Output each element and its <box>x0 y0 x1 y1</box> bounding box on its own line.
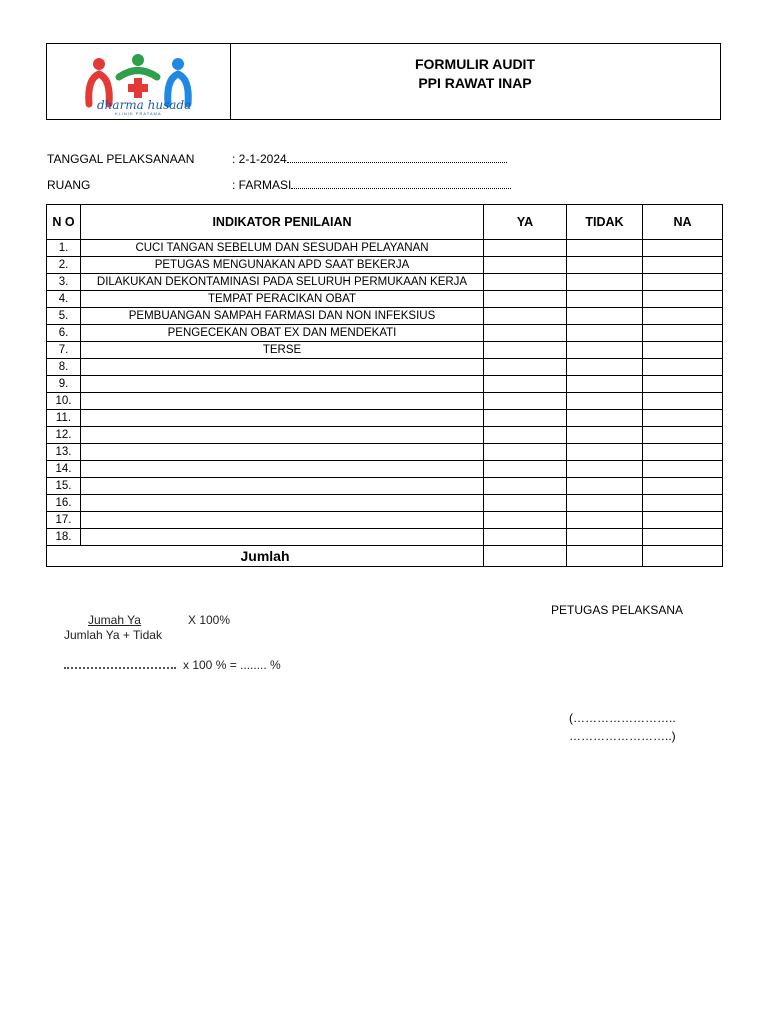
row-ya-cell[interactable] <box>484 478 567 495</box>
formula-blank <box>64 667 176 669</box>
row-indikator: PENGECEKAN OBAT EX DAN MENDEKATI <box>81 325 484 342</box>
row-number: 3. <box>47 274 81 291</box>
row-tidak-cell[interactable] <box>567 342 643 359</box>
row-number: 2. <box>47 257 81 274</box>
row-indikator: CUCI TANGAN SEBELUM DAN SESUDAH PELAYANAN <box>81 240 484 257</box>
logo-sub: KLINIK PRATAMA <box>115 111 162 116</box>
col-no: N O <box>47 205 81 240</box>
row-na-cell[interactable] <box>643 461 723 478</box>
row-ya-cell[interactable] <box>484 308 567 325</box>
table-row <box>47 512 723 529</box>
row-na-cell[interactable] <box>643 393 723 410</box>
row-tidak-cell[interactable] <box>567 478 643 495</box>
row-number: 6. <box>47 325 81 342</box>
row-indikator <box>81 427 484 444</box>
row-ya-cell[interactable] <box>484 342 567 359</box>
table-row <box>47 257 723 274</box>
row-tidak-cell[interactable] <box>567 308 643 325</box>
row-indikator <box>81 393 484 410</box>
table-row <box>47 478 723 495</box>
row-number: 8. <box>47 359 81 376</box>
row-number: 16. <box>47 495 81 512</box>
row-tidak-cell[interactable] <box>567 427 643 444</box>
row-number: 18. <box>47 529 81 546</box>
signature-line-1: (…………………….. <box>569 711 676 725</box>
row-indikator <box>81 478 484 495</box>
row-number: 10. <box>47 393 81 410</box>
row-na-cell[interactable] <box>643 291 723 308</box>
table-row <box>47 393 723 410</box>
row-indikator <box>81 444 484 461</box>
row-na-cell[interactable] <box>643 274 723 291</box>
row-na-cell[interactable] <box>643 427 723 444</box>
col-tidak: TIDAK <box>567 205 643 240</box>
row-number: 11. <box>47 410 81 427</box>
table-header-row <box>47 205 723 240</box>
table-row <box>47 427 723 444</box>
row-number: 4. <box>47 291 81 308</box>
title-line-1: FORMULIR AUDIT <box>414 56 536 72</box>
formula-multiplier: X 100% <box>188 613 231 627</box>
row-indikator: PETUGAS MENGUNAKAN APD SAAT BEKERJA <box>81 257 484 274</box>
row-number: 7. <box>47 342 81 359</box>
row-na-cell[interactable] <box>643 342 723 359</box>
table-row <box>47 529 723 546</box>
row-na-cell[interactable] <box>643 359 723 376</box>
form-header <box>46 43 721 120</box>
table-row <box>47 410 723 427</box>
row-ya-cell[interactable] <box>484 529 567 546</box>
row-number: 13. <box>47 444 81 461</box>
row-na-cell[interactable] <box>643 444 723 461</box>
row-number: 12. <box>47 427 81 444</box>
row-tidak-cell[interactable] <box>567 325 643 342</box>
table-row <box>47 495 723 512</box>
logo-name: dharma husada <box>97 98 192 112</box>
row-na-cell[interactable] <box>643 240 723 257</box>
row-tidak-cell[interactable] <box>567 291 643 308</box>
row-indikator: PEMBUANGAN SAMPAH FARMASI DAN NON INFEKSIUS <box>81 308 484 325</box>
table-row <box>47 444 723 461</box>
row-ya-cell[interactable] <box>484 240 567 257</box>
row-ya-cell[interactable] <box>484 512 567 529</box>
row-number: 9. <box>47 376 81 393</box>
row-ya-cell[interactable] <box>484 495 567 512</box>
row-number: 1. <box>47 240 81 257</box>
row-indikator <box>81 461 484 478</box>
row-ya-cell[interactable] <box>484 393 567 410</box>
row-indikator <box>81 359 484 376</box>
tanggal-field[interactable] <box>232 152 507 166</box>
jumlah-na-cell[interactable] <box>643 546 723 567</box>
row-ya-cell[interactable] <box>484 461 567 478</box>
table-row <box>47 274 723 291</box>
row-number: 15. <box>47 478 81 495</box>
row-tidak-cell[interactable] <box>567 376 643 393</box>
tanggal-label: TANGGAL PELAKSANAAN <box>47 152 195 166</box>
row-ya-cell[interactable] <box>484 444 567 461</box>
row-na-cell[interactable] <box>643 495 723 512</box>
petugas-title: PETUGAS PELAKSANA <box>551 603 684 617</box>
row-ya-cell[interactable] <box>484 274 567 291</box>
row-na-cell[interactable] <box>643 410 723 427</box>
table-row <box>47 291 723 308</box>
row-indikator <box>81 512 484 529</box>
tanggal-value: : 2-1-2024 <box>232 152 287 166</box>
form-title <box>230 55 720 93</box>
row-number: 14. <box>47 461 81 478</box>
row-tidak-cell[interactable] <box>567 444 643 461</box>
table-row <box>47 376 723 393</box>
row-indikator <box>81 529 484 546</box>
row-tidak-cell[interactable] <box>567 274 643 291</box>
row-ya-cell[interactable] <box>484 410 567 427</box>
row-ya-cell[interactable] <box>484 376 567 393</box>
table-row <box>47 308 723 325</box>
table-row <box>47 359 723 376</box>
table-row <box>47 461 723 478</box>
row-number: 5. <box>47 308 81 325</box>
row-na-cell[interactable] <box>643 325 723 342</box>
row-na-cell[interactable] <box>643 529 723 546</box>
ruang-field[interactable] <box>232 178 511 192</box>
col-ya: YA <box>484 205 567 240</box>
row-na-cell[interactable] <box>643 308 723 325</box>
formula-numerator: Jumah Ya <box>88 613 141 627</box>
signature-line-2: ……………………..) <box>569 729 676 743</box>
row-tidak-cell[interactable] <box>567 495 643 512</box>
row-ya-cell[interactable] <box>484 291 567 308</box>
row-na-cell[interactable] <box>643 376 723 393</box>
row-indikator <box>81 410 484 427</box>
title-line-2: PPI RAWAT INAP <box>418 75 532 91</box>
col-na: NA <box>643 205 723 240</box>
row-number: 17. <box>47 512 81 529</box>
row-ya-cell[interactable] <box>484 359 567 376</box>
formula-denominator: Jumlah Ya + Tidak <box>64 628 162 642</box>
row-tidak-cell[interactable] <box>567 393 643 410</box>
row-tidak-cell[interactable] <box>567 359 643 376</box>
audit-table <box>46 204 723 567</box>
jumlah-ya-cell[interactable] <box>484 546 567 567</box>
formula-line2: x 100 % = ........ % <box>183 658 281 672</box>
tanggal-dots <box>287 152 507 163</box>
table-row <box>47 342 723 359</box>
row-tidak-cell[interactable] <box>567 461 643 478</box>
jumlah-label: Jumlah <box>47 546 484 567</box>
row-indikator: TERSE <box>81 342 484 359</box>
row-indikator <box>81 495 484 512</box>
row-tidak-cell[interactable] <box>567 529 643 546</box>
row-na-cell[interactable] <box>643 512 723 529</box>
ruang-dots <box>291 178 511 189</box>
row-indikator: DILAKUKAN DEKONTAMINASI PADA SELURUH PERMUKAAN KERJA <box>81 274 484 291</box>
col-indikator: INDIKATOR PENILAIAN <box>81 205 484 240</box>
ruang-label: RUANG <box>47 178 91 192</box>
row-na-cell[interactable] <box>643 478 723 495</box>
ruang-value: : FARMASI <box>232 178 292 192</box>
logo-cell <box>47 44 231 119</box>
jumlah-row <box>47 546 723 567</box>
jumlah-tidak-cell[interactable] <box>567 546 643 567</box>
row-indikator: TEMPAT PERACIKAN OBAT <box>81 291 484 308</box>
row-ya-cell[interactable] <box>484 257 567 274</box>
table-body <box>47 240 723 546</box>
row-tidak-cell[interactable] <box>567 240 643 257</box>
row-ya-cell[interactable] <box>484 427 567 444</box>
table-row <box>47 325 723 342</box>
row-tidak-cell[interactable] <box>567 512 643 529</box>
row-indikator <box>81 376 484 393</box>
row-tidak-cell[interactable] <box>567 410 643 427</box>
row-ya-cell[interactable] <box>484 325 567 342</box>
table-row <box>47 240 723 257</box>
row-na-cell[interactable] <box>643 257 723 274</box>
row-tidak-cell[interactable] <box>567 257 643 274</box>
